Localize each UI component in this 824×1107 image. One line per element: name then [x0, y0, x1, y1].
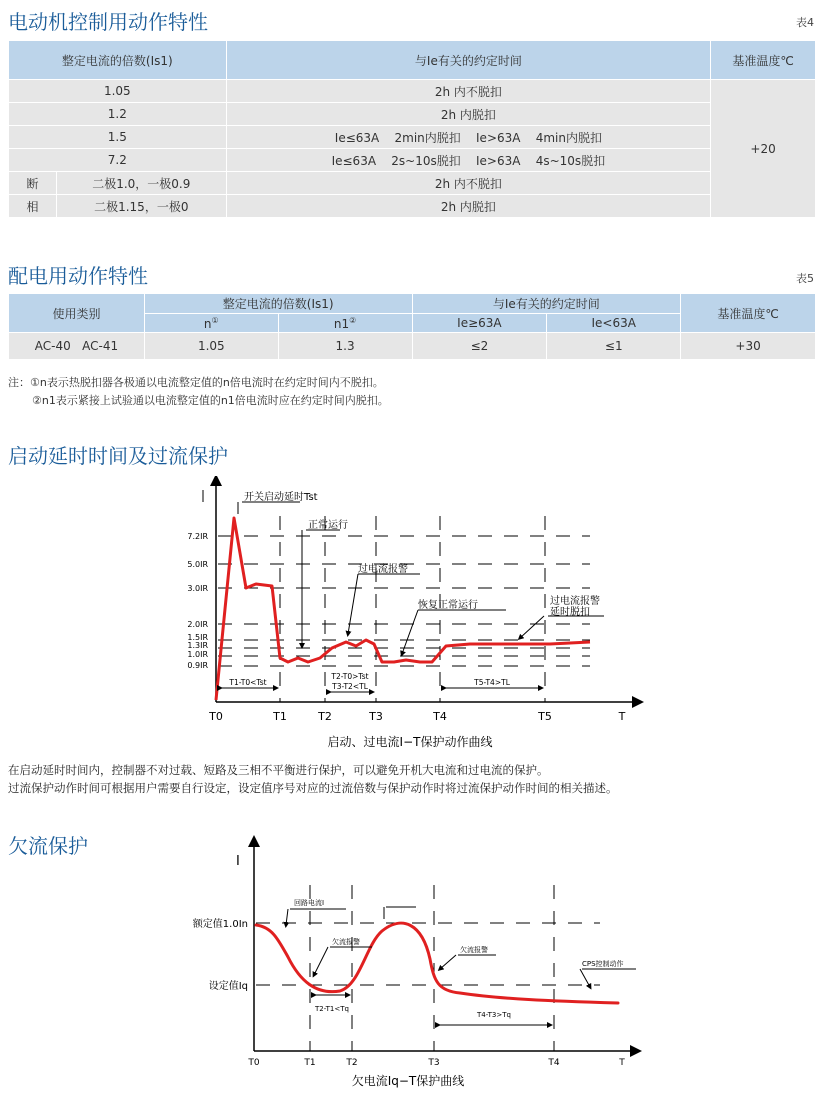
- table5-sub-n1: [278, 314, 412, 333]
- y-tick-label: 7.2IR: [187, 532, 208, 541]
- cell: 二极1.0，一极0.9: [56, 172, 226, 195]
- x-tick-label: T2: [318, 710, 332, 723]
- cell: Ie≤63A 2min内脱扣 Ie>63A 4min内脱扣: [226, 126, 711, 149]
- cell: 1.5: [9, 126, 227, 149]
- table-row: [9, 126, 816, 149]
- startup-paragraph-2: 过流保护动作时间可根据用户需要自行设定，设定值序号对应的过流倍数与保护动作时将过流保护动作时间的相关描述。: [8, 781, 618, 795]
- footnote-mark: ②: [349, 315, 357, 325]
- cell: 1.05: [144, 333, 278, 360]
- table4-title: 电动机控制用动作特性: [8, 10, 208, 34]
- x-tick-label: T1: [304, 1058, 316, 1068]
- interval-label: T2-T0>Tst: [331, 672, 369, 681]
- sub-label: n1: [333, 316, 350, 331]
- interval-label: T1-T0<Tst: [229, 678, 267, 687]
- table5-sub-n: [144, 314, 278, 333]
- cell: ≤1: [547, 333, 681, 360]
- table-row: [9, 172, 816, 195]
- interval-label: T4-T3>Tq: [477, 1011, 511, 1019]
- footnote-mark: ①: [211, 315, 219, 325]
- annotation-startup-delay: 开关启动延时Tst: [244, 492, 318, 503]
- note-line-1: ①n表示热脱扣器各极通以电流整定值的n倍电流时在约定时间内不脱扣。: [30, 376, 384, 389]
- cell: 7.2: [9, 149, 227, 172]
- y-tick-label: 1.0IR: [187, 650, 208, 659]
- cell: Ie≤63A 2s~10s脱扣 Ie>63A 4s~10s脱扣: [226, 149, 711, 172]
- annotation-cps-action: CPS控制动作: [582, 960, 624, 968]
- table-row: [9, 103, 816, 126]
- undercurrent-section-title: 欠流保护: [8, 834, 88, 858]
- table5-header-time: 与Ie有关的约定时间: [412, 294, 681, 314]
- y-tick-label: 0.9IR: [187, 661, 208, 670]
- table5-header-category: 使用类别: [9, 294, 145, 333]
- y-tick-label: 3.0IR: [187, 584, 208, 593]
- interval-label: T2-T1<Tq: [315, 1005, 349, 1013]
- y-axis-label: I: [236, 854, 240, 869]
- undercurrent-chart: [170, 835, 650, 1095]
- cell: 相: [9, 195, 57, 218]
- current-curve: [216, 518, 590, 700]
- cell: +30: [681, 333, 816, 360]
- table-row: [9, 333, 816, 360]
- annotation-delay-trip: 延时脱扣: [550, 607, 590, 618]
- cell: 断: [9, 172, 57, 195]
- table4-header-time: 与Ie有关的约定时间: [226, 41, 711, 80]
- annotation-overcurrent-alarm-2: 过电流报警: [550, 596, 600, 607]
- cell: 1.2: [9, 103, 227, 126]
- annotation-overcurrent-alarm: 过电流报警: [358, 564, 408, 575]
- startup-chart-caption: 启动、过电流I−T保护动作曲线: [327, 735, 493, 749]
- x-tick-label: T2: [346, 1058, 358, 1068]
- annotation-loop-current: 回路电流I: [294, 899, 325, 907]
- cell: 1.3: [278, 333, 412, 360]
- table5-header-multiple: 整定电流的倍数(Is1): [144, 294, 412, 314]
- table5-header-temp: 基准温度℃: [681, 294, 816, 333]
- table-row: [9, 80, 816, 103]
- table4-label: 表4: [796, 16, 814, 29]
- x-tick-label: T0: [209, 710, 223, 723]
- startup-chart: [170, 476, 650, 756]
- startup-paragraph-1: 在启动延时时间内，控制器不对过载、短路及三相不平衡进行保护，可以避免开机大电流和过电流的保护。: [8, 763, 549, 777]
- y-tick-label: 1.5IR: [187, 633, 208, 642]
- x-tick-label: T: [619, 1058, 625, 1068]
- table4: [8, 40, 816, 218]
- x-tick-label: T: [618, 710, 626, 723]
- annotation-undercurrent-alarm: 欠流报警: [332, 938, 360, 946]
- cell: ≤2: [412, 333, 547, 360]
- undercurrent-chart-caption: 欠电流Iq−T保护曲线: [351, 1074, 465, 1088]
- table-row: [9, 149, 816, 172]
- x-tick-label: T4: [433, 710, 447, 723]
- startup-section-title: 启动延时时间及过流保护: [8, 444, 228, 468]
- cell: AC-40 AC-41: [9, 333, 145, 360]
- table5-title: 配电用动作特性: [8, 264, 148, 288]
- notes-prefix: 注：: [8, 376, 30, 389]
- table5: [8, 293, 816, 360]
- annotation-normal-run: 正常运行: [308, 520, 348, 531]
- y-tick-label: 2.0IR: [187, 620, 208, 629]
- y-tick-label: 1.3IR: [187, 641, 208, 650]
- table5-sub-lt: Ie<63A: [547, 314, 681, 333]
- interval-label: T5-T4>TL: [474, 678, 510, 687]
- y-tick-label: 设定值Iq: [208, 981, 248, 992]
- table-row: [9, 195, 816, 218]
- note-line-2: ②n1表示紧接上试验通以电流整定值的n1倍电流时应在约定时间内脱扣。: [32, 394, 389, 407]
- cell: 2h 内脱扣: [226, 103, 711, 126]
- table4-header-multiple: 整定电流的倍数(Is1): [9, 41, 227, 80]
- cell: 2h 内不脱扣: [226, 80, 711, 103]
- cell: 2h 内脱扣: [226, 195, 711, 218]
- y-tick-label: 额定值1.0In: [192, 919, 248, 930]
- x-tick-label: T5: [538, 710, 552, 723]
- grid: [256, 885, 600, 1051]
- x-tick-label: T4: [548, 1058, 560, 1068]
- cell: 二极1.15，一极0: [56, 195, 226, 218]
- cell: 1.05: [9, 80, 227, 103]
- notes: [8, 374, 384, 390]
- table4-header-temp: 基准温度℃: [711, 41, 816, 80]
- table5-label: 表5: [796, 272, 814, 285]
- annotation-undercurrent-alarm-2: 欠流报警: [460, 946, 488, 954]
- x-tick-label: T0: [248, 1058, 260, 1068]
- x-tick-label: T3: [428, 1058, 440, 1068]
- table4-temp-value: +20: [711, 80, 816, 218]
- interval-label: T3-T2<TL: [332, 682, 368, 691]
- sub-label: n: [203, 316, 212, 331]
- cell: 2h 内不脱扣: [226, 172, 711, 195]
- x-tick-label: T3: [369, 710, 383, 723]
- annotation-recover: 恢复正常运行: [418, 600, 478, 611]
- x-tick-label: T1: [273, 710, 287, 723]
- table5-sub-ge: Ie≥63A: [412, 314, 547, 333]
- y-tick-label: 5.0IR: [187, 560, 208, 569]
